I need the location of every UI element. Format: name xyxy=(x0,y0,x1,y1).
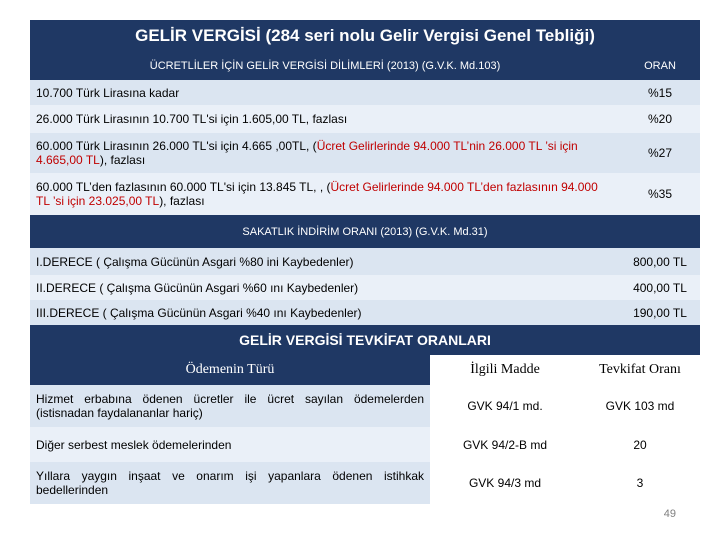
page-title: GELİR VERGİSİ (284 seri nolu Gelir Vergisi Genel Tebliği) xyxy=(30,20,700,52)
disability-row-2-amount: 400,00 TL xyxy=(620,275,700,300)
withholding-row-2-type: Diğer serbest meslek ödemelerinden xyxy=(30,427,430,462)
bracket-row-3-part-b: Ücret Gelirlerinde 94.000 TL’nin 26.000 TL ’si için 4.665,00 TL xyxy=(36,139,578,167)
bracket-row-4-rate: %35 xyxy=(620,173,700,215)
bracket-row-2-text: 26.000 Türk Lirasının 10.700 TL'si için 1.605,00 TL, fazlası xyxy=(30,105,620,133)
bracket-row-3-text xyxy=(30,133,620,173)
bracket-row-4-part-c: ), fazlası xyxy=(159,194,205,208)
withholding-col-article: İlgili Madde xyxy=(470,362,540,377)
bracket-row-3-part-c: ), fazlası xyxy=(99,153,146,167)
disability-row-1-text: I.DERECE ( Çalışma Gücünün Asgari %80 ini Kaybedenler) xyxy=(30,248,620,275)
disability-row-1-amount: 800,00 TL xyxy=(620,248,700,275)
withholding-col-type: Ödemenin Türü xyxy=(30,355,430,385)
disability-header: SAKATLIK İNDİRİM ORANI (2013) (G.V.K. Md.31) xyxy=(30,215,700,248)
withholding-row-2-article: GVK 94/2-B md xyxy=(462,437,548,452)
withholding-header: GELİR VERGİSİ TEVKİFAT ORANLARI xyxy=(30,325,700,355)
disability-row-3-amount: 190,00 TL xyxy=(620,300,700,325)
withholding-col-rate: Tevkifat Oranı xyxy=(599,362,681,377)
withholding-row-2-rate: 20 xyxy=(633,437,647,452)
bracket-row-4-part-b: Ücret Gelirlerinde 94.000 TL’den fazlasının 94.000 TL ’si için 23.025,00 TL xyxy=(36,180,598,208)
bracket-row-4-text xyxy=(30,173,620,215)
bracket-row-3-part-a: 60.000 Türk Lirasının 26.000 TL'si için 4.665 ,00TL, ( xyxy=(36,139,317,153)
brackets-header: ÜCRETLİLER İÇİN GELİR VERGİSİ DİLİMLERİ (2013) (G.V.K. Md.103) xyxy=(30,52,620,80)
withholding-row-3-type: Yıllara yaygın inşaat ve onarım işi yapanlara ödenen istihkak bedellerinden xyxy=(30,462,430,504)
withholding-row-1-article: GVK 94/1 md. xyxy=(467,399,543,413)
page-number: 49 xyxy=(663,508,676,520)
rate-header: ORAN xyxy=(620,52,700,80)
bracket-row-1-text: 10.700 Türk Lirasına kadar xyxy=(30,80,620,105)
bracket-row-1-rate: %15 xyxy=(620,80,700,105)
disability-row-3-text: III.DERECE ( Çalışma Gücünün Asgari %40 ını Kaybedenler) xyxy=(30,300,620,325)
bracket-row-2-rate: %20 xyxy=(620,105,700,133)
withholding-row-1-rate: GVK 103 md xyxy=(605,399,675,413)
withholding-row-3-rate: 3 xyxy=(636,476,644,490)
bracket-row-3-rate: %27 xyxy=(620,133,700,173)
withholding-row-3-article: GVK 94/3 md xyxy=(468,476,542,490)
disability-row-2-text: II.DERECE ( Çalışma Gücünün Asgari %60 ını Kaybedenler) xyxy=(30,275,620,300)
bracket-row-4-part-a: 60.000 TL’den fazlasının 60.000 TL'si için 13.845 TL, , ( xyxy=(36,180,331,194)
withholding-row-1-type: Hizmet erbabına ödenen ücretler ile ücret sayılan ödemelerden (istisnadan faydalananlar hariç) xyxy=(30,385,430,427)
